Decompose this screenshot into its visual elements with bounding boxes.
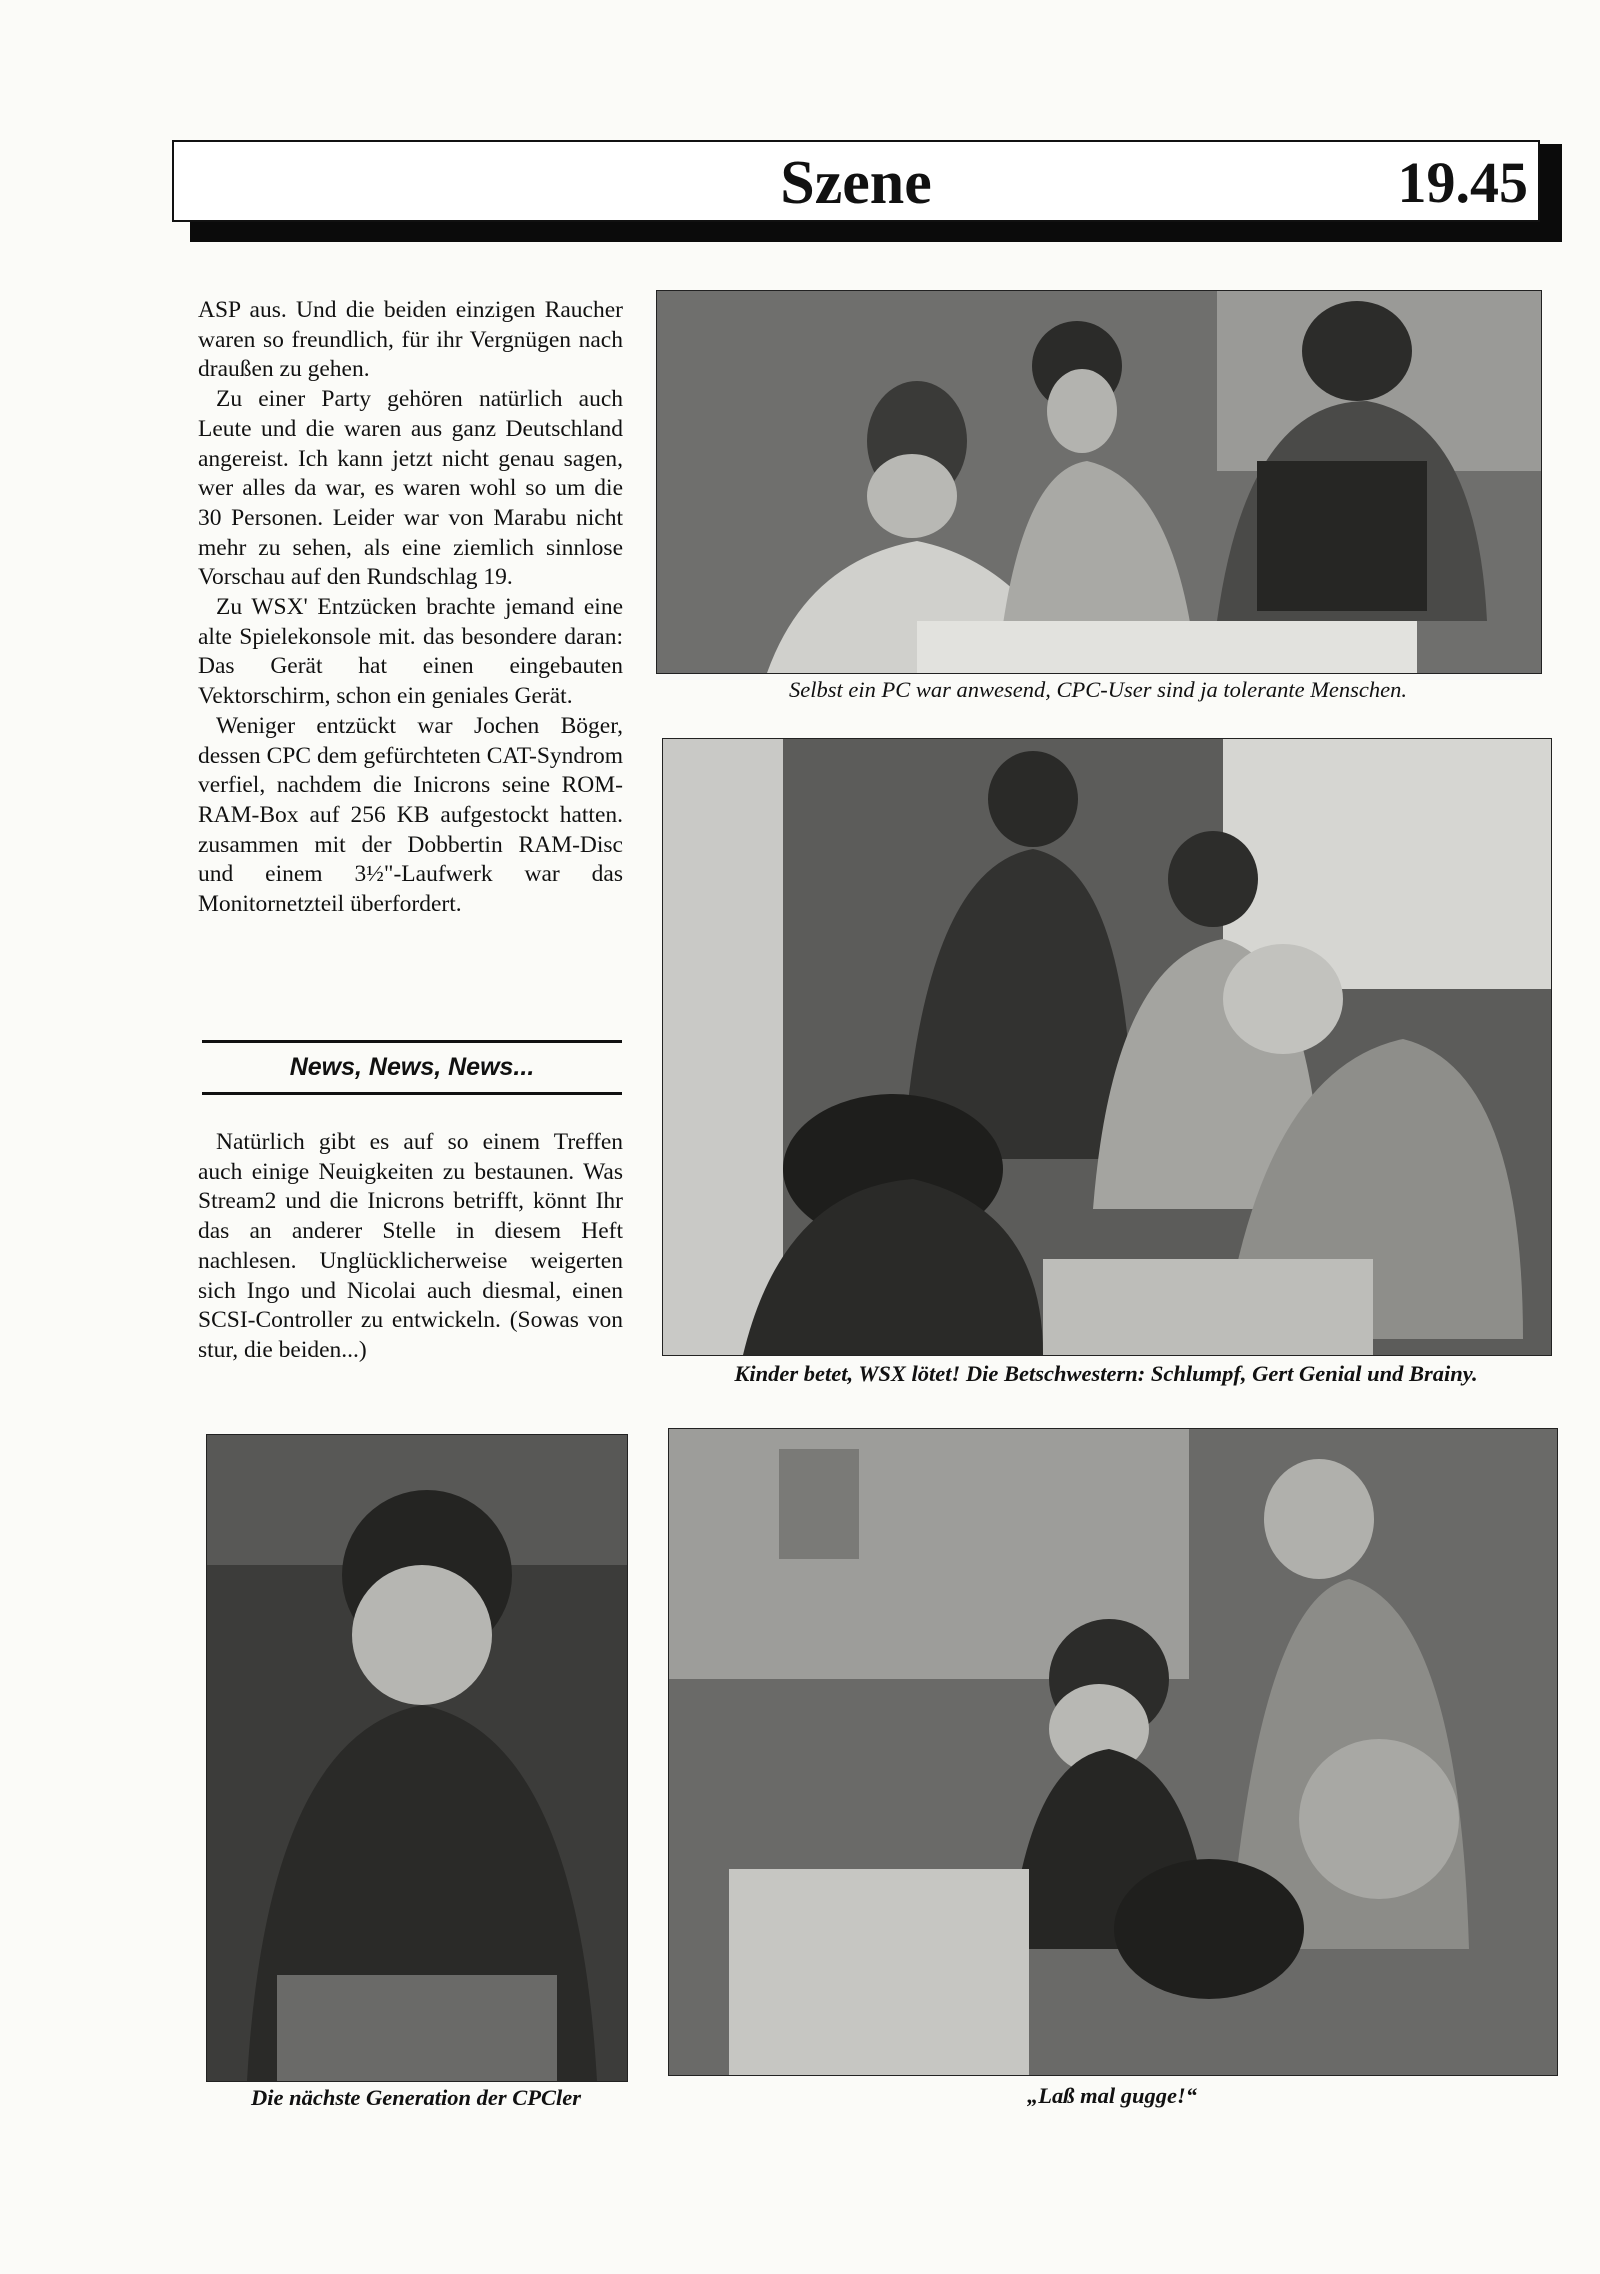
subheading: News, News, News... bbox=[289, 1053, 535, 1081]
paragraph: Weniger entzückt war Jochen Böger, dessen CPC dem gefürchteten CAT-Syndrom verfiel, nachdem die Inicrons seine ROM-RAM-Box auf 256 KB aufgestockt hatten. zusammen mit der Dobbertin RAM-Disc und einem 3½"-Laufwerk war das Monitornetzteil überfordert. bbox=[198, 712, 623, 918]
divider-top bbox=[202, 1040, 622, 1043]
photo2-caption: Kinder betet, WSX lötet! Die Betschwestern: Schlumpf, Gert Genial und Brainy. bbox=[734, 1361, 1478, 1386]
photo1-caption: Selbst ein PC war anwesend, CPC-User sind ja tolerante Menschen. bbox=[788, 677, 1408, 702]
photo-soldering bbox=[662, 738, 1552, 1356]
paragraph: Zu einer Party gehören natürlich auch Leute und die waren aus ganz Deutschland angereist. Ich kann jetzt nicht genau sagen, wer alles da war, es waren wohl so um die 30 Personen. Leider war von Marabu nicht mehr zu sehen, als eine ziemlich sinnlose Vorschau auf den Rundschlag 19. bbox=[198, 386, 623, 591]
photo4-caption: „Laß mal gugge!“ bbox=[1026, 2083, 1197, 2108]
section-header bbox=[172, 140, 1540, 222]
paragraph: ASP aus. Und die beiden einzigen Raucher waren so freundlich, für ihr Vergnügen nach draußen zu gehen. bbox=[198, 297, 623, 383]
paragraph: Zu WSX' Entzücken brachte jemand eine alte Spielekonsole mit. das besondere daran: Das Gerät hat einen eingebauten Vektorschirm, schon ein geniales Gerät. bbox=[198, 594, 623, 710]
news-text bbox=[198, 1128, 623, 1366]
section-title: Szene bbox=[780, 149, 932, 217]
photo3-caption: Die nächste Generation der CPCler bbox=[251, 2085, 581, 2110]
photo-pc-users bbox=[656, 290, 1542, 674]
photo-next-generation bbox=[206, 1434, 628, 2082]
article-text bbox=[198, 296, 623, 920]
page-number: 19.45 bbox=[1397, 150, 1528, 215]
photo-lass-mal-gugge bbox=[668, 1428, 1558, 2076]
paragraph: Natürlich gibt es auf so einem Treffen auch einige Neuigkeiten zu bestaunen. Was Stream2 und die Inicrons betrifft, könnt Ihr das an anderer Stelle in diesem Heft nachlesen. Unglücklicherweise weigerten sich Ingo und Nicolai auch diesmal, einen SCSI-Controller zu entwickeln. (Sowas von stur, die beiden...) bbox=[198, 1129, 623, 1363]
divider-bottom bbox=[202, 1092, 622, 1095]
